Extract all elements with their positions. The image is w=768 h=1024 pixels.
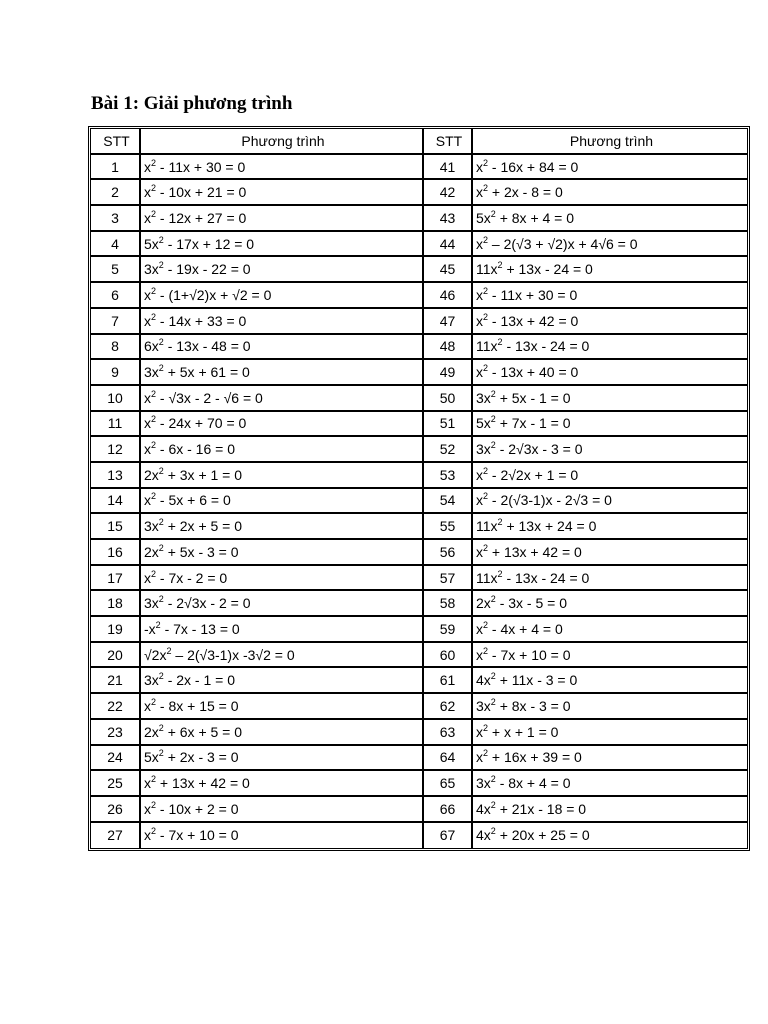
table-row	[91, 514, 747, 540]
equation-cell-right: $x^2 - 2√2x + 1 = 0$	[473, 463, 747, 489]
stt-cell-right: 57	[424, 566, 473, 592]
stt-cell-left: 24	[91, 746, 141, 772]
stt-cell-left: 15	[91, 514, 141, 540]
table-row	[91, 823, 747, 849]
equation-cell-right: $x^2 - 13x + 40 = 0$	[473, 360, 747, 386]
table-row	[91, 591, 747, 617]
table-row	[91, 309, 747, 335]
stt-cell-left: 5	[91, 257, 141, 283]
equation-cell-left: $-x^2 - 7x - 13 = 0$	[141, 617, 424, 643]
stt-cell-left: 13	[91, 463, 141, 489]
stt-cell-left: 17	[91, 566, 141, 592]
table-body	[91, 155, 747, 849]
stt-cell-right: 65	[424, 771, 473, 797]
stt-cell-right: 52	[424, 437, 473, 463]
equation-cell-right: $4x^2 + 11x - 3 = 0$	[473, 668, 747, 694]
header-equation-left: Phương trình	[141, 129, 424, 155]
equation-cell-right: $3x^2 - 2√3x - 3 = 0$	[473, 437, 747, 463]
equation-cell-right: $x^2 - 7x + 10 = 0$	[473, 643, 747, 669]
equation-cell-right: $x^2 + 2x - 8 = 0$	[473, 180, 747, 206]
stt-cell-right: 64	[424, 746, 473, 772]
table-row	[91, 412, 747, 438]
stt-cell-right: 49	[424, 360, 473, 386]
equation-cell-left: $5x^2 + 2x - 3 = 0$	[141, 746, 424, 772]
equation-cell-left: $x^2 - (1+√2)x + √2 = 0$	[141, 283, 424, 309]
table-row	[91, 540, 747, 566]
equation-cell-left: $6x^2 - 13x - 48 = 0$	[141, 335, 424, 361]
stt-cell-right: 58	[424, 591, 473, 617]
stt-cell-left: 20	[91, 643, 141, 669]
stt-cell-left: 25	[91, 771, 141, 797]
equation-cell-right: $11x^2 - 13x - 24 = 0$	[473, 566, 747, 592]
stt-cell-left: 4	[91, 232, 141, 258]
stt-cell-right: 55	[424, 514, 473, 540]
stt-cell-right: 51	[424, 412, 473, 438]
equation-cell-right: $11x^2 + 13x + 24 = 0$	[473, 514, 747, 540]
stt-cell-right: 46	[424, 283, 473, 309]
stt-cell-right: 54	[424, 489, 473, 515]
equation-cell-left: $3x^2 + 2x + 5 = 0$	[141, 514, 424, 540]
table-row	[91, 489, 747, 515]
table-row	[91, 180, 747, 206]
stt-cell-left: 22	[91, 694, 141, 720]
equation-cell-left: $x^2 - 10x + 21 = 0$	[141, 180, 424, 206]
stt-cell-left: 11	[91, 412, 141, 438]
equation-cell-right: $4x^2 + 20x + 25 = 0$	[476, 826, 590, 844]
stt-cell-left: 18	[91, 591, 141, 617]
stt-cell-right: 53	[424, 463, 473, 489]
stt-cell-right: 63	[424, 720, 473, 746]
equation-cell-left: $3x^2 - 2x - 1 = 0$	[141, 668, 424, 694]
stt-cell-right: 43	[424, 206, 473, 232]
equation-cell-left: $x^2 - 10x + 2 = 0$	[141, 797, 424, 823]
header-equation-right: Phương trình	[473, 129, 747, 155]
stt-cell-left: 12	[91, 437, 141, 463]
table-row	[91, 668, 747, 694]
equation-cell-left: $x^2 - 12x + 27 = 0$	[141, 206, 424, 232]
equation-cell-left: $x^2 - 5x + 6 = 0$	[141, 489, 424, 515]
table-row	[91, 746, 747, 772]
equation-cell-right: $x^2 - 2(√3 + √2)x + 4√6 = 0$	[473, 232, 747, 258]
table-row	[91, 386, 747, 412]
header-stt-right: STT	[424, 129, 473, 155]
equation-cell-right: $11x^2 + 13x - 24 = 0$	[473, 257, 747, 283]
stt-cell-left: 9	[91, 360, 141, 386]
equation-cell-right: $x^2 - 2(√3-1)x - 2√3 = 0$	[473, 489, 747, 515]
equation-cell-right: $5x^2 + 8x + 4 = 0$	[473, 206, 747, 232]
equation-cell-right: $3x^2 + 8x - 3 = 0$	[473, 694, 747, 720]
equation-cell-left: $x^2 - √3x - 2 - √6 = 0$	[141, 386, 424, 412]
equation-cell-right: $x^2 - 16x + 84 = 0$	[473, 155, 747, 181]
equation-cell-left: $x^2 - 11x + 30 = 0$	[141, 155, 424, 181]
equation-cell-right: $11x^2 - 13x - 24 = 0$	[473, 335, 747, 361]
equation-cell-left: $3x^2 - 19x - 22 = 0$	[141, 257, 424, 283]
equation-cell-right: $x^2 + x + 1 = 0$	[473, 720, 747, 746]
equation-cell-right: $4x^2 + 21x - 18 = 0$	[473, 797, 747, 823]
stt-cell-left: 6	[91, 283, 141, 309]
stt-cell-left: 8	[91, 335, 141, 361]
stt-cell-right: 50	[424, 386, 473, 412]
stt-cell-right: 48	[424, 335, 473, 361]
stt-cell-left: 2	[91, 180, 141, 206]
table-row	[91, 797, 747, 823]
table-row	[91, 566, 747, 592]
stt-cell-left: 3	[91, 206, 141, 232]
stt-cell-left: 7	[91, 309, 141, 335]
page-title: Bài 1: Giải phương trình	[91, 93, 293, 114]
table-row	[91, 463, 747, 489]
equation-cell-right: $5x^2 + 7x - 1 = 0$	[473, 412, 747, 438]
equation-cell-right: $x^2 - 4x + 4 = 0$	[473, 617, 747, 643]
stt-cell-right: 47	[424, 309, 473, 335]
equation-cell-left: $2x^2 + 6x + 5 = 0$	[141, 720, 424, 746]
equation-cell-left: $x^2 + 13x + 42 = 0$	[141, 771, 424, 797]
equation-cell-left: $√2x^2 - 2(√3-1)x$ -3√2 = 0	[141, 643, 424, 669]
stt-cell-right: 44	[424, 232, 473, 258]
equation-cell-left: $2x^2 + 5x - 3 = 0$	[141, 540, 424, 566]
stt-cell-left: 27	[91, 823, 141, 849]
equation-cell-right: $3x^2 - 8x + 4 = 0$	[473, 771, 747, 797]
equation-cell-right: $x^2 + 16x + 39 = 0$	[473, 746, 747, 772]
table-row	[91, 283, 747, 309]
equation-cell-left: $2x^2 + 3x + 1 = 0$	[141, 463, 424, 489]
equation-cell-left: $x^2 - 7x - 2 = 0$	[141, 566, 424, 592]
equation-cell-left: $x^2 - 14x + 33 = 0$	[141, 309, 424, 335]
table-row	[91, 257, 747, 283]
stt-cell-left: 23	[91, 720, 141, 746]
stt-cell-right: 59	[424, 617, 473, 643]
stt-cell-right: 45	[424, 257, 473, 283]
stt-cell-left: 21	[91, 668, 141, 694]
equation-cell-right: $3x^2 + 5x - 1 = 0$	[473, 386, 747, 412]
table-row	[91, 206, 747, 232]
stt-cell-right: 62	[424, 694, 473, 720]
equation-cell-right: $x^2 - 11x + 30 = 0$	[473, 283, 747, 309]
stt-cell-left: 26	[91, 797, 141, 823]
stt-cell-left: 16	[91, 540, 141, 566]
equation-cell-right: $2x^2 - 3x - 5 = 0$	[473, 591, 747, 617]
stt-cell-left: 19	[91, 617, 141, 643]
equation-cell-left: $3x^2 - 2√3x - 2 = 0$	[141, 591, 424, 617]
stt-cell-left: 1	[91, 155, 141, 181]
equation-cell-left: $x^2 - 6x - 16 = 0$	[141, 437, 424, 463]
table-row	[91, 720, 747, 746]
equation-cell-left: $x^2 - 7x + 10 = 0$	[141, 823, 424, 849]
stt-cell-right: 60	[424, 643, 473, 669]
stt-cell-left: 14	[91, 489, 141, 515]
equation-cell-right: $x^2 + 13x + 42 = 0$	[473, 540, 747, 566]
table-row	[91, 771, 747, 797]
table-row	[91, 437, 747, 463]
stt-cell-right: 66	[424, 797, 473, 823]
table-header-row	[91, 129, 747, 155]
equation-cell-left: $x^2 - 8x + 15 = 0$	[141, 694, 424, 720]
stt-cell-right: 42	[424, 180, 473, 206]
stt-cell-left: 10	[91, 386, 141, 412]
equation-cell-left: $3x^2 + 5x + 61 = 0$	[141, 360, 424, 386]
table-row	[91, 335, 747, 361]
equation-cell-left: $x^2 - 24x + 70 = 0$	[141, 412, 424, 438]
table-row	[91, 360, 747, 386]
stt-cell-right: 61	[424, 668, 473, 694]
equation-cell-left: $5x^2 - 17x + 12 = 0$	[141, 232, 424, 258]
equations-table	[90, 128, 748, 849]
table-row	[91, 232, 747, 258]
stt-cell-right: 41	[424, 155, 473, 181]
stt-cell-right: 56	[424, 540, 473, 566]
table-row	[91, 694, 747, 720]
stt-cell-right: 67	[424, 823, 473, 849]
header-stt-left: STT	[91, 129, 141, 155]
equation-cell-right: $x^2 - 13x + 42 = 0$	[473, 309, 747, 335]
table-row	[91, 643, 747, 669]
table-row	[91, 617, 747, 643]
table-row	[91, 155, 747, 181]
